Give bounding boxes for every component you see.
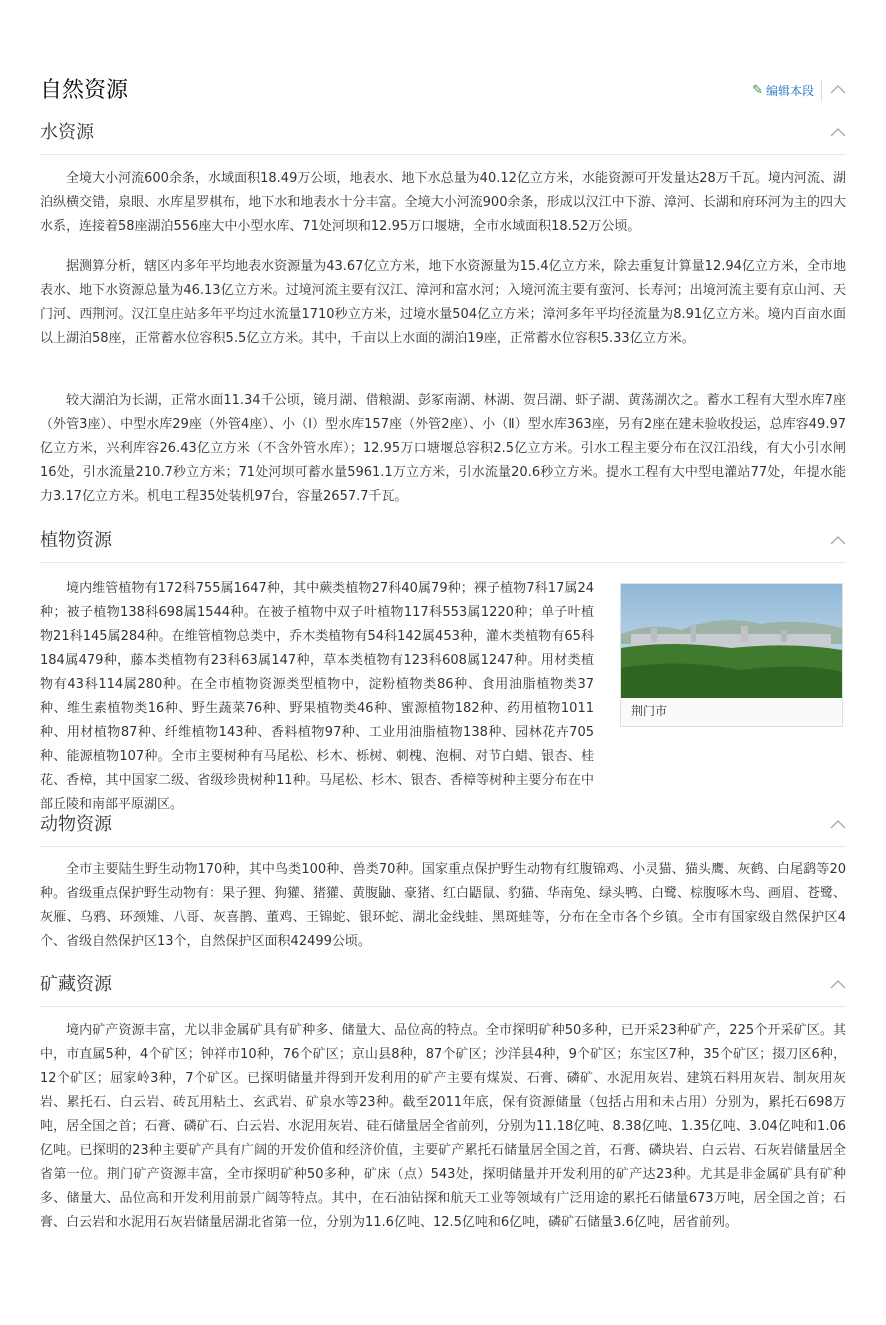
section-header-animals <box>40 810 846 847</box>
section-header-minerals <box>40 970 846 1007</box>
edit-label: 编辑本段 <box>765 84 814 98</box>
section-title: 植物资源 <box>40 530 112 551</box>
city-photo-figure[interactable] <box>620 583 843 727</box>
city-photo <box>621 584 842 698</box>
chevron-up-icon[interactable] <box>830 818 846 830</box>
figure-caption: 荆门市 <box>631 704 668 718</box>
chevron-up-icon[interactable] <box>830 126 846 138</box>
edit-section-link[interactable] <box>752 82 814 100</box>
chevron-up-icon[interactable] <box>830 83 846 95</box>
title-row <box>40 73 846 109</box>
pencil-icon: ✎ <box>752 83 763 98</box>
chevron-up-icon[interactable] <box>830 978 846 990</box>
section-title: 动物资源 <box>40 814 112 835</box>
paragraph: 较大湖泊为长湖，正常水面11.34千公顷，镜月湖、借粮湖、彭冢南湖、林湖、贺吕湖、虾子湖、黄荡湖次之。蓄水工程有大型水库7座（外管3座）、中型水库29座（外管4座）、小（Ⅰ）型水库157座（外管2座）、小（Ⅱ）型水库363座，另有2座在建未验收投运，总库容49.97亿立方米，兴利库容26.43亿立方米（不含外管水库）；12.95万口塘堰总容积2.5亿立方米。引水工程主要分布在汉江沿线，有大小引水闸16处，引水流量210.7秒立方米；71处河坝可蓄水量5961.1万立方米，引水流量20.6秒立方米。提水工程有大中型电灌站77处，年提水能力3.17亿立方米。机电工程35处装机97台，容量2657.7千瓦。 <box>40 393 846 504</box>
paragraph: 境内矿产资源丰富，尤以非金属矿具有矿种多、储量大、品位高的特点。全市探明矿种50多种，已开采23种矿产，225个开采矿区。其中，市直属5种，4个矿区；钟祥市10种，76个矿区；京山县8种，87个矿区；沙洋县4种，9个矿区；东宝区7种，35个矿区；掇刀区6种，12个矿区；屈家岭3种，7个矿区。已探明储量并得到开发利用的矿产主要有煤炭、石膏、磷矿、水泥用灰岩、建筑石料用灰岩、制灰用灰岩、累托石、白云岩、砖瓦用粘土、玄武岩、矿泉水等23种。截至2011年底，保有资源储量（包括占用和未占用）分别为，累托石698万吨，居全国之首；石膏、磷矿石、白云岩、水泥用灰岩、硅石储量居全省前列，分别为11.18亿吨、8.38亿吨、1.35亿吨、3.04亿吨和1.06亿吨。已探明的23种主要矿产具有广阔的开发价值和经济价值，主要矿产累托石储量居全国之首，石膏、磷块岩、白云岩、石灰岩储量居全省第一位。荆门矿产资源丰富，全市探明矿种50多种，矿床（点）543处，探明储量并开发利用的矿产达23种。尤其是非金属矿具有矿种多、储量大、品位高和开发利用前景广阔等特点。其中，在石油钻探和航天工业等领域有广泛用途的累托石储量673万吨，居全国之首；石膏、白云岩和水泥用石灰岩储量居湖北省第一位，分别为11.6亿吨、12.5亿吨和6亿吨，磷矿石储量3.6亿吨，居省前列。 <box>40 1023 846 1230</box>
section-header-plants <box>40 526 846 563</box>
chevron-up-icon[interactable] <box>830 534 846 546</box>
paragraph: 据测算分析，辖区内多年平均地表水资源量为43.67亿立方米，地下水资源量为15.4亿立方米，除去重复计算量12.94亿立方米，全市地表水、地下水资源总量为46.13亿立方米。过境河流主要有汉江、漳河和富水河；入境河流主要有蛮河、长寿河；出境河流主要有京山河、天门河、西荆河。汉江皇庄站多年平均过水流量1710秒立方米，过境水量504亿立方米；漳河多年平均径流量为8.91亿立方米。境内百亩水面以上湖泊58座，正常蓄水位容积5.5亿立方米。其中，千亩以上水面的湖泊19座，正常蓄水位容积5.33亿立方米。 <box>40 259 846 346</box>
paragraph: 全境大小河流600余条，水域面积18.49万公顷，地表水、地下水总量为40.12亿立方米，水能资源可开发量达28万千瓦。境内河流、湖泊纵横交错，泉眼、水库星罗棋布，地下水和地表水十分丰富。全境大小河流900余条，形成以汉江中下游、漳河、长湖和府环河为主的四大水系，连接着58座湖泊556座大中小型水库、71处河坝和12.95万口堰塘，全市水域面积18.52万公顷。 <box>40 171 846 234</box>
paragraph: 全市主要陆生野生动物170种，其中鸟类100种、兽类70种。国家重点保护野生动物有红腹锦鸡、小灵猫、猫头鹰、灰鹤、白尾鹞等20种。省级重点保护野生动物有：果子狸、狗獾、猪獾、黄腹鼬、豪猪、红白鼯鼠、豹猫、华南兔、绿头鸭、白鹭、棕腹啄木鸟、画眉、苍鹭、灰雁、乌鸦、环颈雉、八哥、灰喜鹊、董鸡、王锦蛇、银环蛇、湖北金线蛙、黑斑蛙等，分布在全市各个乡镇。全市有国家级自然保护区4个、省级自然保护区13个，自然保护区面积42499公顷。 <box>40 862 847 949</box>
section-title: 水资源 <box>40 122 94 143</box>
divider <box>821 80 822 102</box>
paragraph: 境内维管植物有172科755属1647种，其中蕨类植物27科40属79种；裸子植物7科17属24种；被子植物138科698属1544种。在被子植物中双子叶植物117科553属1220种；单子叶植物21科145属284种。在维管植物总类中，乔木类植物有54科142属453种，灌木类植物有65科184属479种，藤本类植物有23科63属147种，草本类植物有123科608属1247种。用材类植物有43科114属280种。在全市植物资源类型植物中，淀粉植物类86种、食用油脂植物类37种、维生素植物类16种、野生蔬菜76种、野果植物类46种、蜜源植物182种、药用植物1011种、用材植物87种、纤维植物143种、香料植物97种、工业用油脂植物138种、园林花卉705种、能源植物107种。全市主要树种有马尾松、杉木、栎树、刺槐、泡桐、对节白蜡、银杏、桂花、香樟，其中国家二级、省级珍贵树种11种。马尾松、杉木、银杏、香樟等树种主要分布在中部丘陵和南部平原湖区。 <box>40 581 594 812</box>
page-title: 自然资源 <box>40 78 129 103</box>
section-header-water <box>40 118 846 155</box>
section-title: 矿藏资源 <box>40 974 112 995</box>
